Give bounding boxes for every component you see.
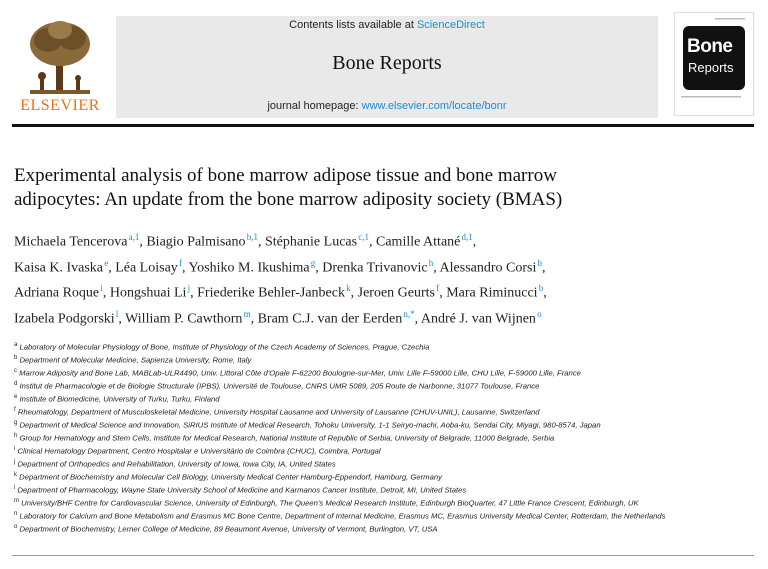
affiliation-key: i — [14, 445, 16, 452]
author-affiliation-sup[interactable]: b — [537, 257, 543, 268]
author-separator: , — [257, 234, 265, 250]
author-row — [14, 304, 754, 330]
author-name[interactable]: Mara Riminucci — [446, 285, 538, 301]
affiliation-key: d — [14, 380, 18, 387]
affiliation-text: Institute of Biomedicine, University of Turku, Turku, Finland — [19, 394, 220, 404]
author-affiliation-sup[interactable]: d,1 — [461, 232, 473, 242]
affiliation-text: Department of Orthopedics and Rehabilitation, University of Iowa, Iowa City, IA, United States — [17, 459, 336, 469]
affiliation-item — [14, 522, 754, 535]
affiliation-key: o — [14, 523, 18, 530]
affiliation-text: Laboratory for Calcium and Bone Metabolism and Erasmus MC Bone Centre, Department of Internal Medicine, Erasmus MC, Erasmus University Medical Center, Rotterdam, the Netherlands — [19, 511, 666, 521]
author-name[interactable]: Hongshuai Li — [109, 285, 187, 301]
affiliation-key: l — [14, 484, 16, 491]
footer-divider — [12, 555, 754, 556]
author-affiliation-sup[interactable]: k — [346, 283, 351, 294]
affiliation-text: Department of Biochemistry and Molecular Cell Biology, University Medical Center Hamburg-Eppendorf, Hamburg, Germany — [19, 472, 442, 482]
affiliation-text: Marrow Adiposity and Bone Lab, MABLab-ULR4490, Univ. Littoral Côte d'Opale F-62200 Boulogne-sur-Mer, Univ. Lille F-59000 Lille, CHU Lille, F-59000 Lille, France — [19, 368, 581, 378]
author-name[interactable]: Adriana Roque — [14, 285, 100, 301]
author-affiliation-sup[interactable]: a,1 — [128, 232, 140, 242]
author-separator: , — [102, 285, 110, 301]
author-name[interactable]: Yoshiko M. Ikushima — [188, 260, 310, 276]
affiliation-item — [14, 379, 754, 392]
affiliation-text: Institut de Pharmacologie et de Biologie Structurale (IPBS), Université de Toulouse, CNRS UMR 5089, 205 Route de Narbonne, 31077 Toulouse, France — [19, 381, 540, 391]
affiliation-text: Department of Pharmacology, Wayne State University School of Medicine and Karmanos Cancer Institute, Detroit, MI, United States — [17, 485, 467, 495]
affiliation-text: Clinical Hematology Department, Centro Hospitalar e Universitário de Coimbra (CHUC), Coimbra, Portugal — [17, 446, 381, 456]
author-name[interactable]: André J. van Wijnen — [420, 311, 536, 327]
author-name[interactable]: William P. Cawthorn — [125, 311, 243, 327]
affiliation-item — [14, 431, 754, 444]
affiliation-item — [14, 496, 754, 509]
author-affiliation-sup[interactable]: g — [310, 257, 316, 268]
affiliation-key: h — [14, 432, 18, 439]
author-affiliation-sup[interactable]: o — [537, 308, 542, 319]
author-separator: , — [542, 260, 546, 276]
affiliation-text: Department of Biochemistry, Lerner College of Medicine, 89 Beaumont Avenue, University of Vermont, Burlington, VT, USA — [19, 524, 438, 534]
sciencedirect-link[interactable]: ScienceDirect — [416, 19, 485, 31]
cover-title-reports: Reports — [688, 60, 734, 75]
journal-homepage-link[interactable]: www.elsevier.com/locate/bonr — [361, 100, 507, 112]
affiliation-item — [14, 418, 754, 431]
author-separator: , — [250, 311, 258, 327]
author-affiliation-sup[interactable]: m — [243, 308, 251, 319]
author-separator: , — [439, 285, 447, 301]
author-name[interactable]: Camille Attané — [376, 234, 461, 250]
author-name[interactable]: Michaela Tencerova — [14, 234, 128, 250]
author-name[interactable]: Stéphanie Lucas — [264, 234, 358, 250]
author-affiliation-sup[interactable]: c,1 — [358, 232, 369, 242]
author-separator: , — [315, 260, 323, 276]
affiliation-item — [14, 340, 754, 353]
cover-editor-text-icon — [681, 95, 741, 99]
affiliation-list — [14, 340, 754, 535]
author-affiliation-sup[interactable]: l — [115, 308, 119, 319]
affiliation-key: n — [14, 510, 18, 517]
affiliation-item — [14, 457, 754, 470]
affiliation-key: c — [14, 367, 17, 374]
affiliation-key: b — [14, 354, 18, 361]
author-name[interactable]: Jeroen Geurts — [357, 285, 436, 301]
author-name[interactable]: Alessandro Corsi — [439, 260, 537, 276]
author-name[interactable]: Bram C.J. van der Eerden — [257, 311, 403, 327]
author-separator: , — [350, 285, 358, 301]
affiliation-key: e — [14, 393, 18, 400]
author-row — [14, 278, 754, 304]
affiliation-item — [14, 353, 754, 366]
affiliation-item — [14, 509, 754, 522]
affiliation-key: k — [14, 471, 17, 478]
article-title-line-1: Experimental analysis of bone marrow adipose tissue and bone marrow — [14, 165, 557, 186]
affiliation-text: Department of Molecular Medicine, Sapienza University, Rome, Italy — [19, 355, 252, 365]
affiliation-key: j — [14, 458, 16, 465]
author-name[interactable]: Friederike Behler-Janbeck — [197, 285, 345, 301]
affiliation-key: f — [14, 406, 16, 413]
affiliation-item — [14, 392, 754, 405]
author-affiliation-sup[interactable]: f — [178, 257, 182, 268]
journal-cover[interactable] — [674, 12, 754, 116]
affiliation-key: a — [14, 342, 18, 348]
affiliation-item — [14, 366, 754, 379]
author-affiliation-sup[interactable]: h — [428, 257, 434, 268]
author-name[interactable]: Drenka Trivanovic — [322, 260, 428, 276]
author-affiliation-sup[interactable]: n,* — [403, 308, 415, 319]
cover-top-text-icon — [715, 17, 745, 21]
article-title-line-2: adipocytes: An update from the bone marrow adiposity society (BMAS) — [14, 189, 563, 210]
contents-prefix: Contents lists available at — [289, 19, 417, 31]
journal-banner — [116, 16, 658, 118]
journal-homepage-line — [116, 100, 658, 112]
affiliation-text: Department of Medical Science and Innovation, SiRIUS Institute of Medical Research, Tohoku University, 1-1 Seiryo-machi, Aoba-ku, Sendai City, Miyagi, 980-8574, Japan — [19, 420, 601, 430]
affiliation-item — [14, 405, 754, 418]
affiliation-item — [14, 444, 754, 457]
article-title[interactable] — [14, 164, 754, 212]
author-separator: , — [108, 260, 116, 276]
author-list — [14, 227, 754, 330]
cover-title-bone: Bone — [687, 36, 733, 57]
author-affiliation-sup[interactable]: b,1 — [246, 232, 258, 242]
journal-title[interactable]: Bone Reports — [332, 52, 442, 74]
author-affiliation-sup[interactable]: e — [104, 257, 109, 268]
publisher-logo[interactable] — [12, 12, 108, 120]
affiliation-text: Group for Hematology and Stem Cells, Institute for Medical Research, National Institute of Republic of Serbia, University of Belgrade, 11000 Belgrade, Serbia — [19, 433, 555, 443]
author-separator: , — [139, 234, 147, 250]
author-row — [14, 227, 754, 253]
author-name[interactable]: Izabela Podgorski — [14, 311, 115, 327]
homepage-prefix: journal homepage: — [267, 100, 362, 112]
author-affiliation-sup[interactable]: f — [436, 283, 440, 294]
affiliation-text: Rheumatology, Department of Musculoskeletal Medicine, University Hospital Lausanne and University of Lausanne (CHUV-UNIL), Lausanne, Switzerland — [17, 407, 540, 417]
affiliation-item — [14, 470, 754, 483]
author-separator: , — [190, 285, 198, 301]
author-separator: , — [433, 260, 440, 276]
author-row — [14, 253, 754, 279]
author-separator: , — [472, 234, 477, 250]
publisher-name: ELSEVIER — [20, 97, 100, 114]
author-affiliation-sup[interactable]: i — [100, 283, 103, 294]
contents-line — [116, 19, 658, 31]
affiliation-key: m — [14, 497, 19, 504]
elsevier-tree-icon — [22, 18, 98, 98]
affiliation-item — [14, 483, 754, 496]
affiliation-key: g — [14, 419, 18, 426]
author-separator: , — [369, 234, 376, 250]
author-affiliation-sup[interactable]: b — [538, 283, 544, 294]
author-name[interactable]: Biagio Palmisano — [146, 234, 246, 250]
author-separator: , — [543, 285, 547, 301]
author-name[interactable]: Léa Loisay — [115, 260, 178, 276]
author-name[interactable]: Kaisa K. Ivaska — [14, 260, 104, 276]
author-affiliation-sup[interactable]: j — [187, 283, 191, 294]
affiliation-text: Laboratory of Molecular Physiology of Bone, Institute of Physiology of the Czech Academy of Sciences, Prague, Czechia — [19, 342, 430, 352]
author-separator: , — [181, 260, 189, 276]
author-separator: , — [414, 311, 421, 327]
author-separator: , — [118, 311, 126, 327]
journal-header — [12, 12, 754, 120]
header-divider — [12, 124, 754, 127]
affiliation-text: University/BHF Centre for Cardiovascular Science, University of Edinburgh, The Queen's Medical Research Institute, Edinburgh BioQuarter, 47 Little France Crescent, Edinburgh, UK — [21, 498, 639, 508]
cover-logo — [683, 26, 745, 90]
